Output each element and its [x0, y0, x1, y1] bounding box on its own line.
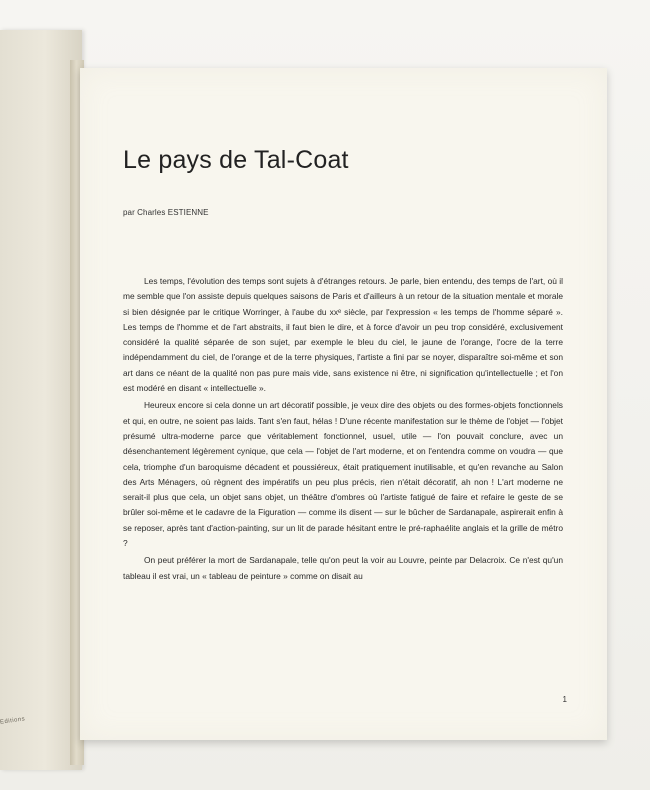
page-number: 1: [562, 695, 567, 704]
paragraph: Les temps, l'évolution des temps sont sujets à d'étranges retours. Je parle, bien entendu, des temps de l'art, où il me semble que l'on assiste depuis quelques saisons de Paris et d'ailleurs à un retour de la situation mentale et morale si bien désignée par le critique Worringer, à l'aube du xxᵉ siècle, par l'expression « les temps de l'homme séparé ». Les temps de l'homme et de l'art abstraits, il faut bien le dire, et à force d'avoir un peu trop considéré, exclusivement considéré la qualité séparée de son sujet, par exemple le bleu du ciel, le jaune de l'orange, l'ocre de la terre indépendamment du ciel, de l'orange et de la terre physiques, l'artiste a fini par se noyer, disparaître soi-même et son art dans ce néant de la qualité non pas pure mais vide, sans existence ni être, ni signification qu'intellectuelle ; et l'on est modéré en disant « intellectuelle ».: [123, 276, 563, 394]
article-body: [123, 274, 563, 586]
article-byline: par Charles ESTIENNE: [123, 208, 209, 217]
paragraph: On peut préférer la mort de Sardanapale, telle qu'on peut la voir au Louvre, peinte par Delacroix. Ce n'est qu'un tableau il est vrai, un « tableau de peinture » comme on disait au: [123, 555, 563, 581]
previous-page-fragment: Editions: [0, 716, 26, 726]
document-page: [80, 68, 607, 740]
article-title: Le pays de Tal-Coat: [123, 146, 349, 174]
paragraph: Heureux encore si cela donne un art décoratif possible, je veux dire des objets ou des formes-objets fonctionnels et qui, en outre, ne soient pas laids. Tant s'en faut, hélas ! D'une récente manifestation sur le thème de l'objet — l'objet présumé ultra-moderne parce que véritablement fonctionnel, usuel, utile — l'on pouvait conclure, avec un désenchantement légèrement cynique, que cela — l'objet de l'art moderne, et on l'entendra comme on voudra — que cela, triomphe d'un baroquisme décadent et poussiéreux, était pratiquement inutilisable, et qu'en revanche au Salon des Arts Ménagers, où règnent des impératifs un peu plus précis, rien n'était décoratif, ah non ! L'art moderne ne serait-il plus que cela, un objet sans objet, un théâtre d'ombres où l'artiste fatigué de faire et refaire le geste de se brûler soi-même et le cadavre de la Figuration — comme ils disent — sur le bûcher de Sardanapale, aspirerait enfin à se reposer, après tant d'action-painting, sur un lit de parade hésitant entre le pré-raphaélite anglais et la grille de métro ?: [123, 400, 563, 549]
